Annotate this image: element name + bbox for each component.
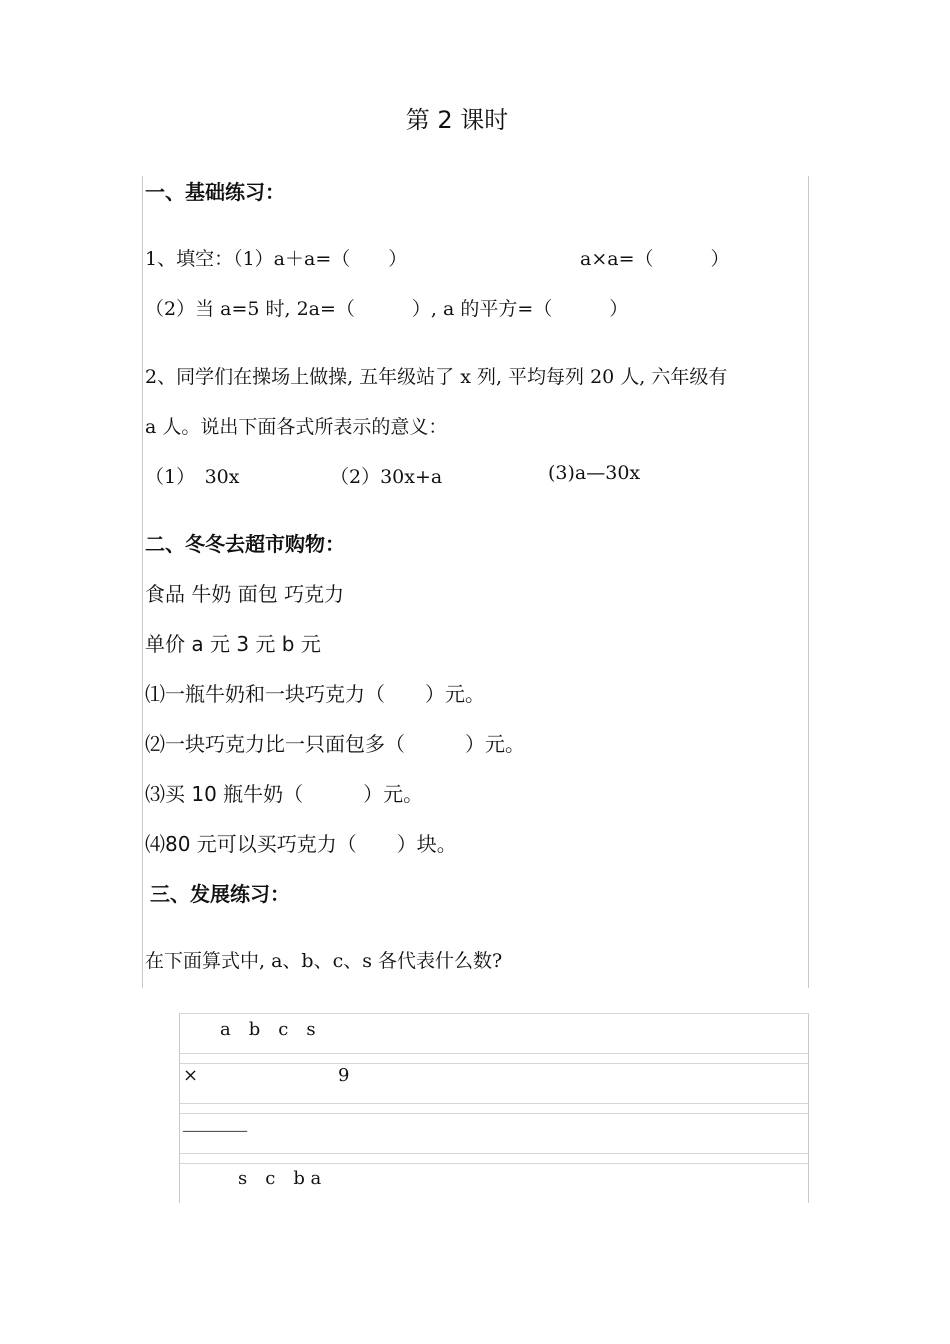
calc-multiplicand: a b c s <box>220 1019 316 1040</box>
section2-heading: 二、冬冬去超市购物： <box>145 532 345 556</box>
shopping-item-4: ⑷80 元可以买巧克力（ ）块。 <box>145 832 457 856</box>
q2-option-1: （1） 30x <box>145 466 240 488</box>
price-table-values: 单价 a 元 3 元 b 元 <box>145 632 321 656</box>
page-title: 第 2 课时 <box>405 106 509 134</box>
calc-left-border <box>179 1013 180 1203</box>
shopping-item-1: ⑴一瓶牛奶和一块巧克力（ ）元。 <box>145 682 485 706</box>
calc-row-divider-1 <box>179 1013 809 1014</box>
calc-right-border <box>808 1013 809 1203</box>
calc-result-rule: ———— <box>182 1120 246 1141</box>
calc-row-divider-2 <box>179 1053 809 1054</box>
box-right-border <box>808 176 809 988</box>
q2-option-3: (3)a—30x <box>548 462 641 484</box>
section1-heading: 一、基础练习： <box>145 180 285 204</box>
shopping-item-2: ⑵一块巧克力比一只面包多（ ）元。 <box>145 732 525 756</box>
calc-row-divider-4 <box>179 1103 809 1104</box>
q1-line1-left: 1、填空：（1）a＋a=（ ） <box>145 248 408 270</box>
calc-row-divider-3 <box>179 1063 809 1064</box>
calc-row-divider-6 <box>179 1153 809 1154</box>
price-table-header: 食品 牛奶 面包 巧克力 <box>145 582 345 606</box>
q2-line2: a 人。说出下面各式所表示的意义： <box>145 416 448 438</box>
box-left-border <box>142 176 143 988</box>
shopping-item-3: ⑶买 10 瓶牛奶（ ）元。 <box>145 782 424 806</box>
q1-line1-right: a×a=（ ） <box>580 248 730 270</box>
q1-line2: （2）当 a=5 时, 2a=（ ）, a 的平方=（ ） <box>145 298 629 320</box>
section3-question: 在下面算式中, a、b、c、s 各代表什么数? <box>145 950 503 972</box>
calc-times-sign: × <box>183 1065 199 1086</box>
section3-heading: 三、发展练习： <box>150 882 290 906</box>
calc-product: s c b a <box>238 1168 322 1189</box>
calc-multiplier: 9 <box>338 1065 350 1086</box>
calc-row-divider-5 <box>179 1113 809 1114</box>
q2-option-2: （2）30x+a <box>330 466 443 488</box>
q2-line1: 2、同学们在操场上做操, 五年级站了 x 列, 平均每列 20 人, 六年级有 <box>145 366 728 388</box>
